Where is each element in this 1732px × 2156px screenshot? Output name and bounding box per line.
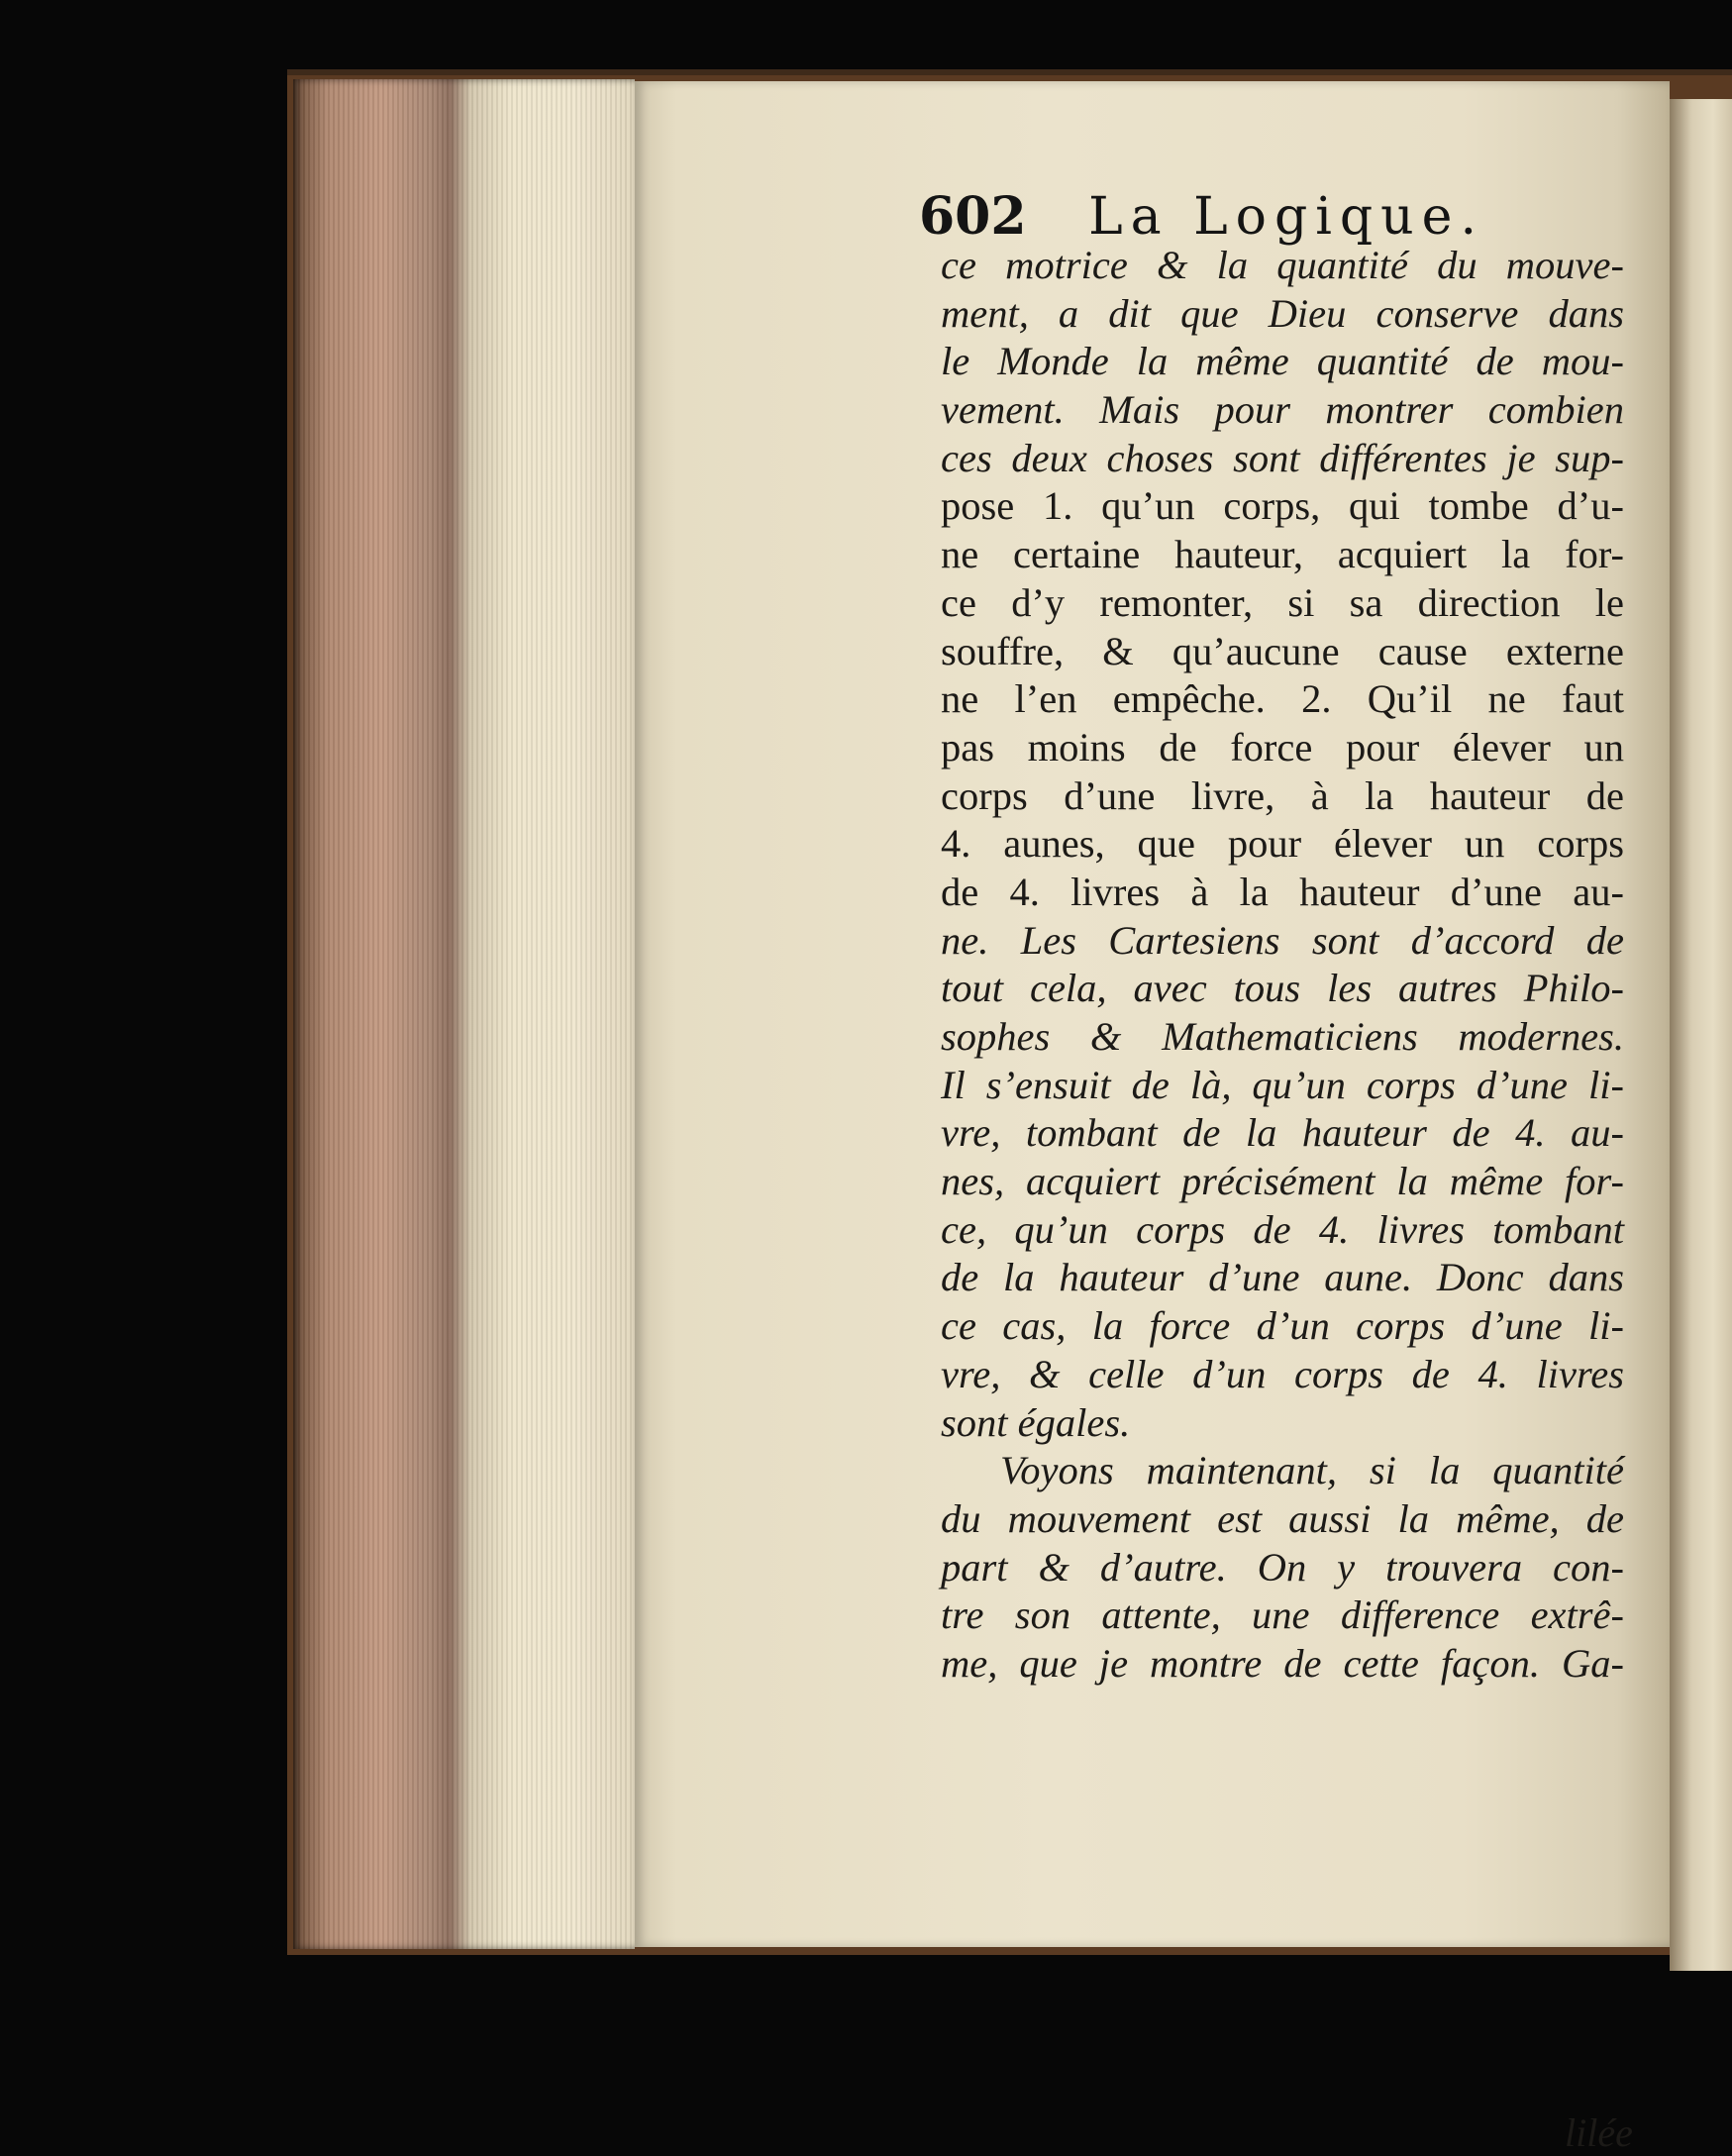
text-line: vre, tombant de la hauteur de 4. au- (941, 1110, 1624, 1156)
text-line: tre son attente, une difference extrê- (941, 1592, 1624, 1638)
catchword: lilée (1565, 2110, 1633, 2155)
text-line: de la hauteur d’une aune. Donc dans (941, 1255, 1624, 1300)
text-line: Voyons maintenant, si la quantité (1000, 1448, 1624, 1493)
text-line: tout cela, avec tous les autres Philo- (941, 966, 1624, 1011)
text-line: souffre, & qu’aucune cause externe (941, 628, 1624, 673)
text-line: ce motrice & la quantité du mouve- (941, 243, 1624, 287)
text-line: ne certaine hauteur, acquiert la for- (941, 532, 1624, 577)
text-line: ce cas, la force d’un corps d’une li- (941, 1303, 1624, 1349)
text-line: pas moins de force pour élever un (941, 724, 1624, 770)
running-title: La Logique. (1088, 187, 1484, 247)
text-line: corps d’une livre, à la hauteur de (941, 772, 1624, 818)
page-number: 602 (919, 186, 1027, 247)
text-line: ment, a dit que Dieu conserve dans (941, 290, 1624, 336)
text-line: sophes & Mathematiciens modernes. (941, 1014, 1624, 1059)
page-block-edge (293, 79, 635, 1949)
text-line: 4. aunes, que pour élever un corps (941, 821, 1624, 867)
text-line: part & d’autre. On y trouvera con- (941, 1544, 1624, 1590)
facing-page-edge (1670, 99, 1732, 1971)
text-line: ne l’en empêche. 2. Qu’il ne faut (941, 676, 1624, 722)
text-line: ce d’y remonter, si sa direction le (941, 579, 1624, 625)
text-line: ce, qu’un corps de 4. livres tombant (941, 1206, 1624, 1252)
text-line: me, que je montre de cette façon. Ga- (941, 1640, 1624, 1686)
text-line: ces deux choses sont différentes je sup- (941, 435, 1624, 480)
body-text (941, 242, 1624, 1689)
text-line: ne. Les Cartesiens sont d’accord de (941, 917, 1624, 963)
text-line: de 4. livres à la hauteur d’une au- (941, 869, 1624, 914)
text-line: pose 1. qu’un corps, qui tombe d’u- (941, 483, 1624, 529)
text-line: le Monde la même quantité de mou- (941, 339, 1624, 384)
page-header (919, 186, 1533, 247)
text-line: nes, acquiert précisément la même for- (941, 1159, 1624, 1204)
text-line: vement. Mais pour montrer combien (941, 387, 1624, 433)
text-line: du mouvement est aussi la même, de (941, 1495, 1624, 1541)
text-line: sont égales. (941, 1399, 1131, 1445)
text-line: Il s’ensuit de là, qu’un corps d’une li- (941, 1062, 1624, 1107)
text-line: vre, & celle d’un corps de 4. livres (941, 1351, 1624, 1396)
